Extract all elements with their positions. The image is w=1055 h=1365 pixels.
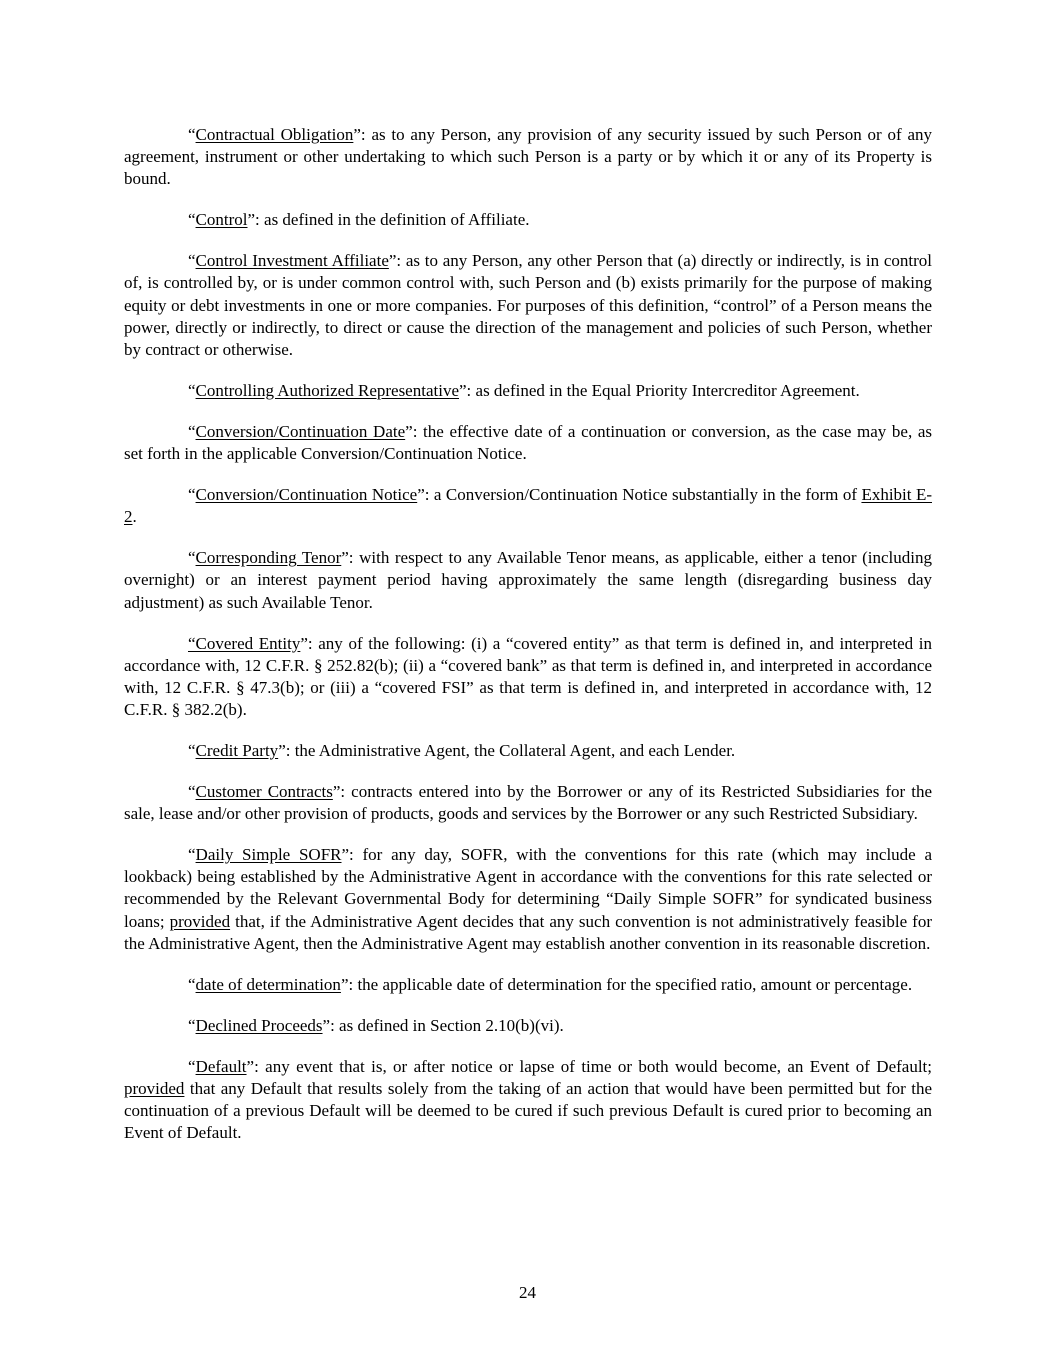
defined-term: Control Investment Affiliate [195, 251, 389, 271]
definition-contractual-obligation [124, 124, 932, 190]
open-quote: “ [188, 485, 196, 505]
definition-controlling-authorized-representative [124, 380, 932, 402]
defined-term: “Covered Entity [188, 633, 301, 653]
definition-text-end: that any Default that results solely from the taking of an action that would have been permitted but for the continuation of a previous Default will be deemed to be cured if such previous Default is cured prior to becoming an Event of Default. [124, 1079, 932, 1143]
definition-text: ”: the effective date of a continuation or conversion, as the case may be, as set forth in the applicable Conversion/Continuation Notice. [124, 421, 932, 464]
defined-term: Daily Simple SOFR [195, 845, 342, 865]
definition-daily-simple-sofr [124, 844, 932, 954]
definition-text: ”: with respect to any Available Tenor means, as applicable, either a tenor (including overnight) or an interest payment period having approximately the same length (disregarding business day adjustment) as such Available Tenor. [124, 548, 932, 612]
open-quote: “ [188, 421, 196, 441]
definition-conversion-continuation-notice [124, 484, 932, 528]
open-quote: “ [188, 251, 196, 271]
defined-term: Conversion/Continuation Notice [195, 485, 418, 505]
open-quote: “ [188, 782, 196, 802]
definition-date-of-determination [124, 974, 932, 996]
open-quote: “ [188, 210, 196, 230]
defined-term: Contractual Obligation [195, 125, 354, 144]
open-quote: “ [188, 125, 196, 144]
defined-term: Controlling Authorized Representative [195, 380, 459, 400]
defined-term: Credit Party [195, 740, 279, 760]
definition-text: ”: as to any Person, any other Person that (a) directly or indirectly, is in control of, is controlled by, or is under common control with, such Person and (b) exists primarily for the purpose of making equity or debt investments in one or more companies. For purposes of this definition, “control” of a Person means the power, directly or indirectly, to direct or cause the direction of the management and policies of such Person, whether by contract or otherwise. [124, 251, 932, 359]
definition-text: ”: as defined in the definition of Affiliate. [247, 210, 530, 230]
definition-text: ”: any of the following: (i) a “covered entity” as that term is defined in, and interpreted in accordance with, 12 C.F.R. § 252.82(b); (ii) a “covered bank” as that term is defined in, and interpreted in accordance with, 12 C.F.R. § 47.3(b); or (iii) a “covered FSI” as that term is defined in, and interpreted in accordance with, 12 C.F.R. § 382.2(b). [124, 633, 932, 719]
definition-covered-entity [124, 633, 932, 721]
definition-text-end: . [132, 507, 137, 527]
defined-term: date of determination [195, 974, 341, 994]
defined-term: Default [195, 1056, 247, 1076]
defined-term: Declined Proceeds [195, 1015, 323, 1035]
definition-declined-proceeds [124, 1015, 932, 1037]
definition-text-end: that, if the Administrative Agent decides that any such convention is not administratively feasible for the Administrative Agent, then the Administrative Agent may establish another convention in its reasonable discretion. [124, 911, 932, 953]
proviso-term: provided [124, 1079, 185, 1098]
defined-term: Control [195, 210, 248, 230]
open-quote: “ [188, 1056, 196, 1076]
definition-text: ”: as defined in the Equal Priority Intercreditor Agreement. [459, 380, 860, 400]
definition-text: ”: the applicable date of determination for the specified ratio, amount or percentage. [340, 974, 913, 994]
definition-text: ”: contracts entered into by the Borrower or any of its Restricted Subsidiaries for the sale, lease and/or other provision of products, goods and services by the Borrower or any such Restricted Subsidiary. [124, 782, 932, 824]
definition-text: ”: a Conversion/Continuation Notice substantially in the form of [417, 485, 862, 505]
defined-term: Conversion/Continuation Date [195, 421, 406, 441]
open-quote: “ [188, 845, 196, 865]
definition-default [124, 1056, 932, 1144]
definition-control-investment-affiliate [124, 250, 932, 360]
exhibit-reference: Exhibit E-2 [124, 485, 932, 527]
open-quote: “ [188, 740, 196, 760]
defined-term: Corresponding Tenor [195, 548, 342, 568]
defined-term: Customer Contracts [195, 782, 333, 802]
open-quote: “ [188, 1015, 196, 1035]
definition-conversion-continuation-date [124, 421, 932, 465]
open-quote: “ [188, 974, 196, 994]
definition-control [124, 209, 932, 231]
definition-credit-party [124, 740, 932, 762]
definition-text: ”: for any day, SOFR, with the conventions for this rate (which may include a lookback) being established by the Administrative Agent in accordance with the conventions for this rate selected or recommended by the Relevant Governmental Body for determining “Daily Simple SOFR” for syndicated business loans; [124, 845, 932, 931]
definition-corresponding-tenor [124, 547, 932, 613]
page-number: 24 [519, 1283, 536, 1302]
open-quote: “ [188, 548, 196, 568]
open-quote: “ [188, 380, 196, 400]
definition-text: ”: as defined in Section 2.10(b)(vi). [322, 1015, 564, 1035]
proviso-term: provided [169, 911, 231, 931]
definitions-list [124, 124, 932, 1163]
definition-text: ”: any event that is, or after notice or lapse of time or both would become, an Event of Default; [246, 1056, 932, 1076]
definition-customer-contracts [124, 781, 932, 825]
definition-text: ”: the Administrative Agent, the Collateral Agent, and each Lender. [278, 740, 736, 760]
definition-text: ”: as to any Person, any provision of any security issued by such Person or of any agreement, instrument or other undertaking to which such Person is a party or by which it or any of its Property is bound. [124, 125, 932, 189]
